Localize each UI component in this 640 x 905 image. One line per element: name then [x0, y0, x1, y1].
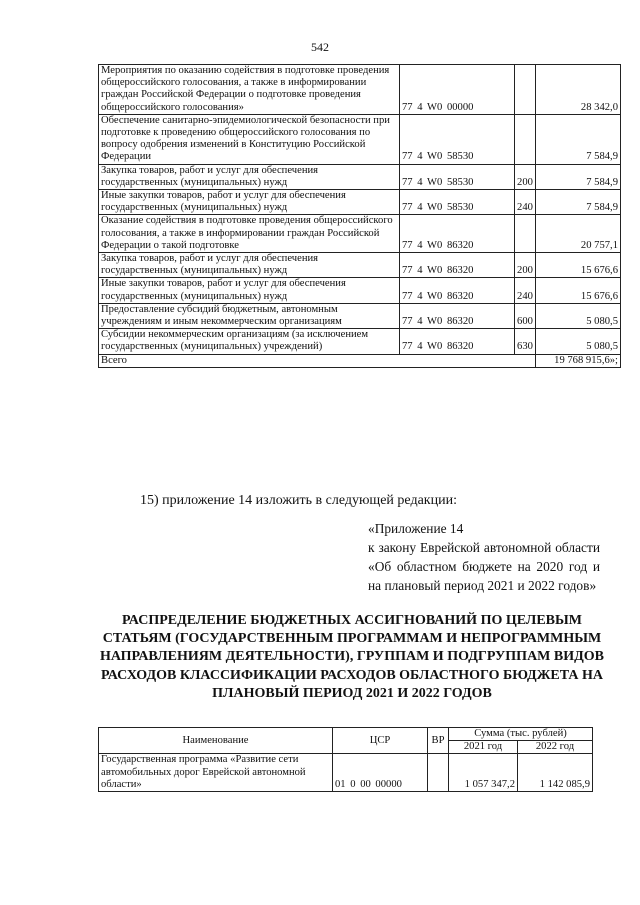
appendix-reference — [368, 519, 600, 595]
header-name: Наименование — [99, 728, 333, 754]
row-sum: 5 080,5 — [536, 303, 621, 328]
total-sum: 19 768 915,6»; — [536, 354, 621, 367]
budget-table — [98, 64, 621, 368]
appendix-text: к закону Еврейской автономной области «Об областном бюджете на 2020 год и на плановый период 2021 и 2022 годов» — [368, 540, 600, 593]
row-code: 77 4 W0 86320 — [400, 278, 515, 303]
allocation-table — [98, 727, 593, 792]
table-row — [99, 253, 621, 278]
row-code: 77 4 W0 58530 — [400, 164, 515, 189]
row-name: Обеспечение санитарно-эпидемиологической безопасности при подготовке к проведению общероссийского голосования по вопросу одобрения изменений в Конституцию Российской Федерации — [99, 114, 400, 164]
row-name: Предоставление субсидий бюджетным, автономным учреждениям и иным некоммерческим организациям — [99, 303, 400, 328]
row-code: 01 0 00 00000 — [333, 754, 428, 792]
table-row — [99, 278, 621, 303]
row-sum: 28 342,0 — [536, 65, 621, 115]
table-row — [99, 215, 621, 253]
row-vr: 200 — [515, 164, 536, 189]
row-sum: 15 676,6 — [536, 278, 621, 303]
row-code: 77 4 W0 00000 — [400, 65, 515, 115]
row-code: 77 4 W0 58530 — [400, 114, 515, 164]
row-code: 77 4 W0 86320 — [400, 215, 515, 253]
row-vr: 600 — [515, 303, 536, 328]
row-sum: 5 080,5 — [536, 329, 621, 354]
total-label: Всего — [99, 354, 536, 367]
row-name: Иные закупки товаров, работ и услуг для обеспечения государственных (муниципальных) нужд — [99, 190, 400, 215]
row-vr — [428, 754, 449, 792]
row-name: Мероприятия по оказанию содействия в подготовке проведения общероссийского голосования, а также в информировании граждан Российской Федерации о подготовке проведения общероссийского голосования» — [99, 65, 400, 115]
table-row — [99, 303, 621, 328]
row-vr — [515, 215, 536, 253]
table-row — [99, 754, 593, 792]
row-name: Оказание содействия в подготовке проведения общероссийского голосования, а также в информировании граждан Российской Федерации о такой подготовке — [99, 215, 400, 253]
row-name: Иные закупки товаров, работ и услуг для обеспечения государственных (муниципальных) нужд — [99, 278, 400, 303]
total-row — [99, 354, 621, 367]
row-name: Государственная программа «Развитие сети автомобильных дорог Еврейской автономной области» — [99, 754, 333, 792]
row-name: Субсидии некоммерческим организациям (за исключением государственных (муниципальных) учреждений) — [99, 329, 400, 354]
appendix-heading: «Приложение 14 — [368, 521, 464, 536]
row-sum-2022: 1 142 085,9 — [518, 754, 593, 792]
row-code: 77 4 W0 86320 — [400, 303, 515, 328]
row-name: Закупка товаров, работ и услуг для обеспечения государственных (муниципальных) нужд — [99, 164, 400, 189]
header-sum: Сумма (тыс. рублей) — [449, 728, 593, 741]
row-vr — [515, 65, 536, 115]
header-year-2021: 2021 год — [449, 741, 518, 754]
header-row — [99, 728, 593, 741]
header-year-2022: 2022 год — [518, 741, 593, 754]
table-row — [99, 65, 621, 115]
row-sum: 15 676,6 — [536, 253, 621, 278]
row-vr — [515, 114, 536, 164]
row-sum-2021: 1 057 347,2 — [449, 754, 518, 792]
row-code: 77 4 W0 86320 — [400, 329, 515, 354]
row-code: 77 4 W0 58530 — [400, 190, 515, 215]
row-sum: 20 757,1 — [536, 215, 621, 253]
row-code: 77 4 W0 86320 — [400, 253, 515, 278]
table-row — [99, 329, 621, 354]
table-row — [99, 164, 621, 189]
header-csr: ЦСР — [333, 728, 428, 754]
amendment-paragraph: 15) приложение 14 изложить в следующей редакции: — [140, 493, 457, 508]
row-vr: 240 — [515, 278, 536, 303]
document-title: РАСПРЕДЕЛЕНИЕ БЮДЖЕТНЫХ АССИГНОВАНИЙ ПО ЦЕЛЕВЫМ СТАТЬЯМ (ГОСУДАРСТВЕННЫМ ПРОГРАММАМ И НЕПРОГРАММНЫМ НАПРАВЛЕНИЯМ ДЕЯТЕЛЬНОСТИ), ГРУППАМ И ПОДГРУППАМ ВИДОВ РАСХОДОВ КЛАССИФИКАЦИИ РАСХОДОВ ОБЛАСТНОГО БЮДЖЕТА НА ПЛАНОВЫЙ ПЕРИОД 2021 И 2022 ГОДОВ — [100, 613, 604, 701]
row-vr: 240 — [515, 190, 536, 215]
table-row — [99, 190, 621, 215]
row-vr: 200 — [515, 253, 536, 278]
row-sum: 7 584,9 — [536, 164, 621, 189]
row-sum: 7 584,9 — [536, 190, 621, 215]
page-number: 542 — [311, 40, 329, 54]
header-vr: ВР — [428, 728, 449, 754]
row-name: Закупка товаров, работ и услуг для обеспечения государственных (муниципальных) нужд — [99, 253, 400, 278]
table-row — [99, 114, 621, 164]
row-sum: 7 584,9 — [536, 114, 621, 164]
row-vr: 630 — [515, 329, 536, 354]
